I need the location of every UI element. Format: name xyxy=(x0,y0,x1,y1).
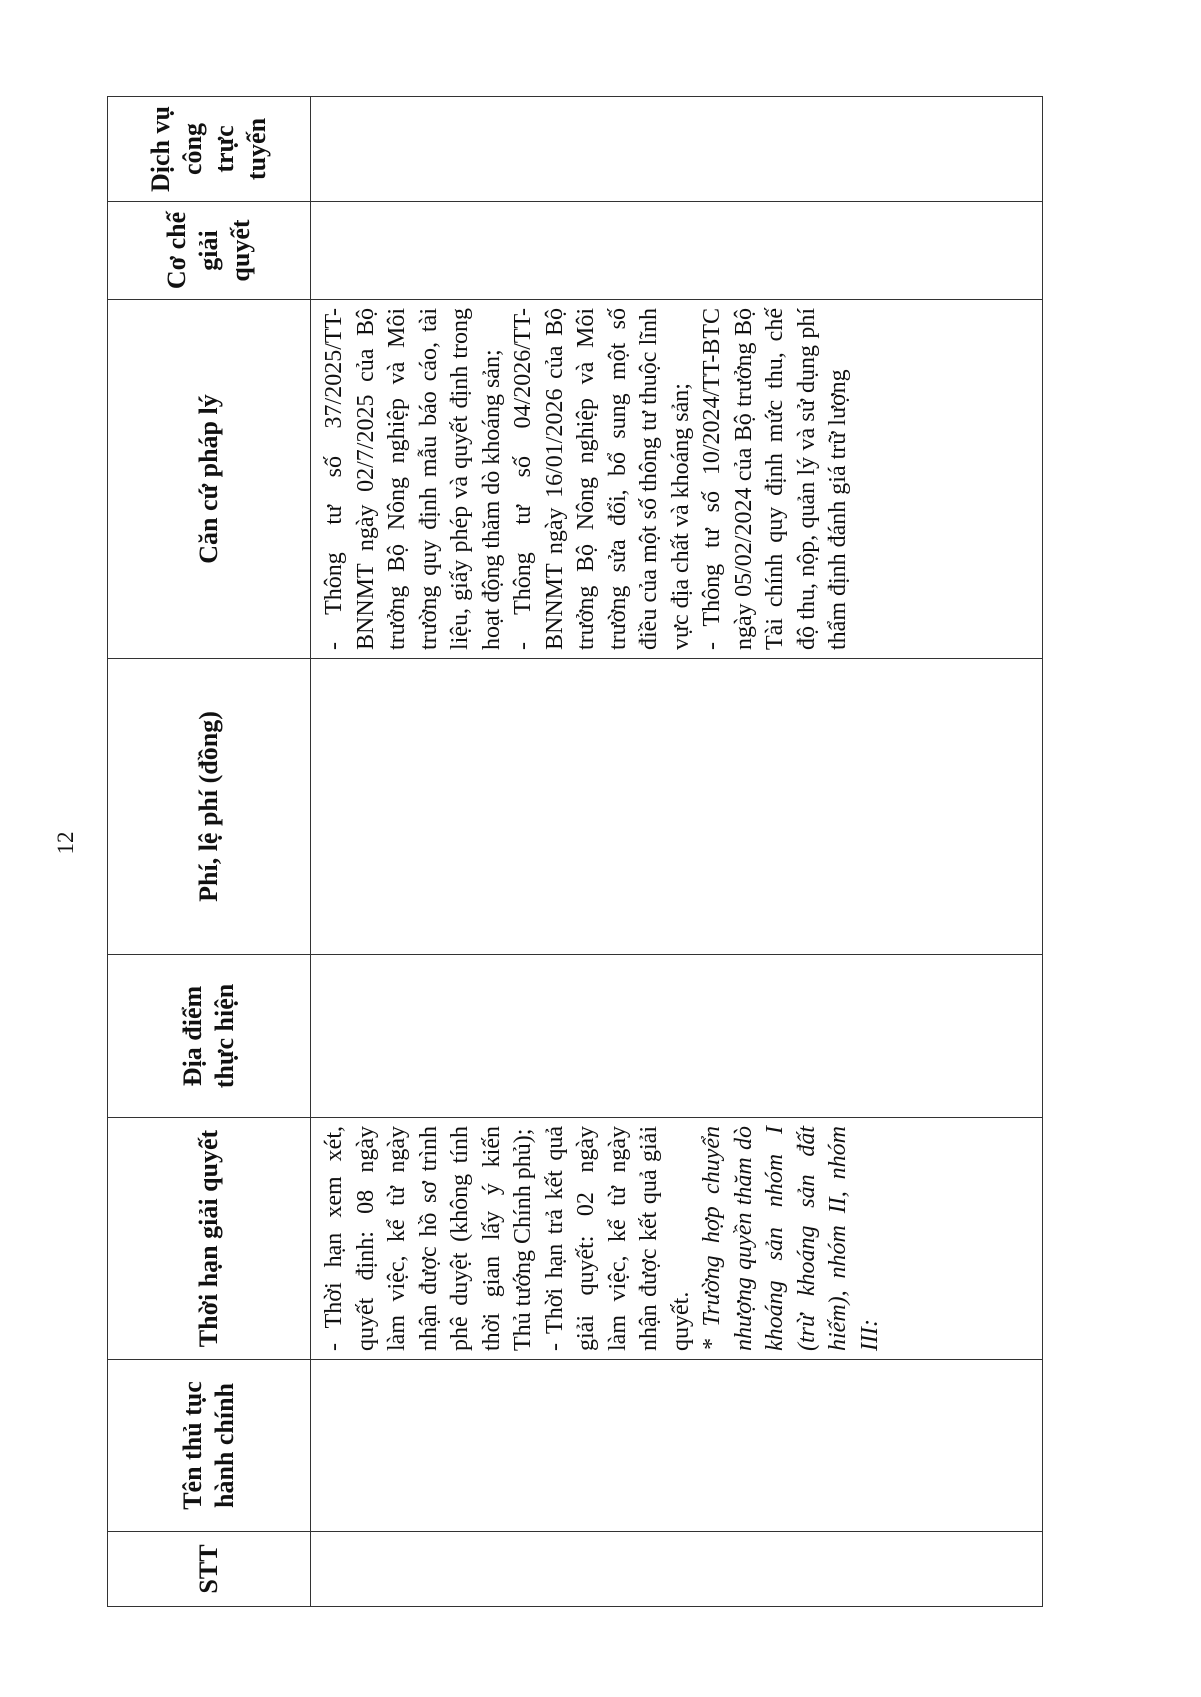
cell-fee xyxy=(311,659,1043,955)
deadline-item-1: - Thời hạn xem xét, quyết định: 08 ngày làm việc, kể từ ngày nhận được hồ sơ trình phê duyệt (không tính thời gian lấy ý kiến Thủ tướng Chính phủ); xyxy=(321,1126,536,1351)
header-mechanism: Cơ chế giải quyết xyxy=(108,202,311,300)
deadline-item-3: * Trường hợp chuyển nhượng quyền thăm dò khoáng sản nhóm I (trừ khoáng sản đất hiếm), nhóm II, nhóm III: xyxy=(699,1126,883,1351)
header-fee: Phí, lệ phí (đồng) xyxy=(108,659,311,955)
header-legal-basis: Căn cứ pháp lý xyxy=(108,300,311,659)
header-procedure-name: Tên thủ tục hành chính xyxy=(108,1360,311,1532)
header-stt: STT xyxy=(108,1532,311,1607)
page-number: 12 xyxy=(53,831,78,855)
rotated-table-container xyxy=(107,97,1043,1607)
procedure-table xyxy=(107,96,1043,1607)
header-location: Địa điểm thực hiện xyxy=(108,955,311,1118)
table-header-row xyxy=(108,97,311,1607)
cell-online-service xyxy=(311,97,1043,202)
header-deadline: Thời hạn giải quyết xyxy=(108,1118,311,1360)
legal-basis-item-2: - Thông tư số 04/2026/TT-BNNMT ngày 16/01/2026 của Bộ trưởng Bộ Nông nghiệp và Môi trường sửa đổi, bổ sung một số điều của một số thông tư thuộc lĩnh vực địa chất và khoáng sản; xyxy=(510,308,694,650)
cell-procedure-name xyxy=(311,1360,1043,1532)
procedure-table-frame xyxy=(107,97,1043,1607)
cell-legal-basis xyxy=(311,300,1043,659)
legal-basis-item-3: - Thông tư số 10/2024/TT-BTC ngày 05/02/2024 của Bộ trưởng Bộ Tài chính quy định mức thu, chế độ thu, nộp, quản lý và sử dụng phí thẩm định đánh giá trữ lượng xyxy=(699,308,851,650)
deadline-item-2: - Thời hạn trả kết quả giải quyết: 02 ngày làm việc, kể từ ngày nhận được kết quả giải quyết. xyxy=(541,1126,694,1351)
header-online-service: Dịch vụ công trực tuyến xyxy=(108,97,311,202)
legal-basis-item-1: - Thông tư số 37/2025/TT-BNNMT ngày 02/7/2025 của Bộ trưởng Bộ Nông nghiệp và Môi trường quy định mẫu báo cáo, tài liệu, giấy phép và quyết định trong hoạt động thăm dò khoáng sản; xyxy=(321,308,505,650)
table-row xyxy=(311,97,1043,1607)
cell-stt xyxy=(311,1532,1043,1607)
cell-deadline xyxy=(311,1118,1043,1360)
cell-location xyxy=(311,955,1043,1118)
cell-mechanism xyxy=(311,202,1043,300)
